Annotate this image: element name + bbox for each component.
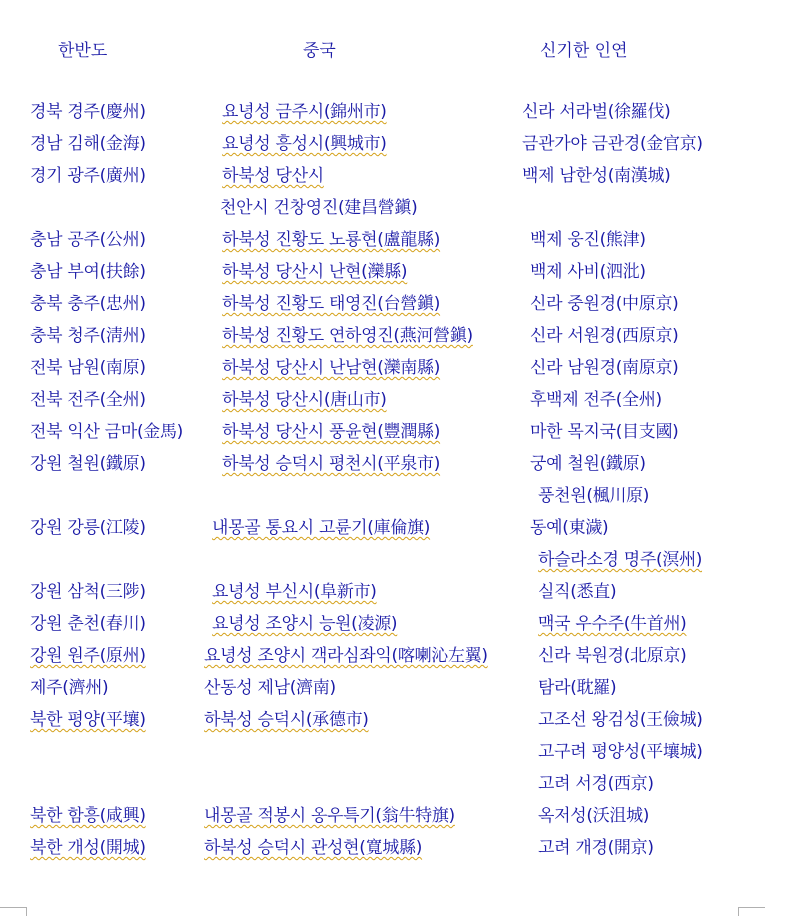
china-place: 요녕성 부신시(阜新市): [212, 582, 377, 602]
table-row: [0, 320, 789, 352]
china-place: 하북성 진황도 연하영진(燕河營鎭): [222, 326, 473, 346]
history-link: 마한 목지국(目支國): [530, 422, 679, 442]
table-row: [0, 256, 789, 288]
korea-place: 북한 함흥(咸興): [30, 806, 146, 826]
history-link: 백제 사비(泗沘): [530, 262, 646, 282]
table-row: [0, 160, 789, 192]
table-row: [0, 512, 789, 544]
history-link: 신라 서원경(西原京): [530, 326, 679, 346]
china-place: 하북성 진황도 노룡현(盧龍縣): [222, 230, 441, 250]
history-link: 금관가야 금관경(金官京): [522, 134, 703, 154]
history-link: 동예(東濊): [530, 518, 609, 538]
history-link: 백제 웅진(熊津): [530, 230, 646, 250]
china-place: 하북성 당산시: [222, 166, 324, 186]
china-place: 내몽골 통요시 고륜기(庫倫旗): [212, 518, 431, 538]
china-place: 하북성 승덕시 관성현(寬城縣): [204, 838, 423, 858]
table-row: [0, 608, 789, 640]
header-korean-peninsula: 한반도: [58, 41, 108, 61]
table-row: [0, 480, 789, 512]
history-link: 하슬라소경 명주(溟州): [538, 550, 703, 570]
china-place: 하북성 당산시 난현(灤縣): [222, 262, 408, 282]
history-link: 백제 남한성(南漢城): [522, 166, 671, 186]
history-link: 신라 남원경(南原京): [530, 358, 679, 378]
china-place: 하북성 승덕시(承德市): [204, 710, 369, 730]
table-row: [0, 288, 789, 320]
history-link: 신라 북원경(北原京): [538, 646, 687, 666]
korea-place: 충북 청주(淸州): [30, 326, 146, 346]
korea-place: 강원 삼척(三陟): [30, 582, 146, 602]
korea-place: 전북 익산 금마(金馬): [30, 422, 184, 442]
table-row: [0, 192, 789, 224]
korea-place: 강원 춘천(春川): [30, 614, 146, 634]
china-place: 하북성 당산시 난남현(灤南縣): [222, 358, 441, 378]
table-row: [0, 576, 789, 608]
korea-place: 경남 김해(金海): [30, 134, 146, 154]
history-link: 풍천원(楓川原): [538, 486, 650, 506]
history-link: 실직(悉直): [538, 582, 617, 602]
korea-place: 전북 남원(南原): [30, 358, 146, 378]
header-china: 중국: [303, 41, 336, 61]
korea-place: 경북 경주(慶州): [30, 102, 146, 122]
table-row: [0, 672, 789, 704]
table-row: [0, 352, 789, 384]
history-link: 고려 개경(開京): [538, 838, 654, 858]
history-link: 옥저성(沃沮城): [538, 806, 650, 826]
place-table: [0, 96, 789, 864]
china-place: 요녕성 금주시(錦州市): [222, 102, 387, 122]
history-link: 궁예 철원(鐵原): [530, 454, 646, 474]
china-place: 산동성 제남(濟南): [204, 678, 336, 698]
korea-place: 전북 전주(全州): [30, 390, 146, 410]
history-link: 맥국 우수주(牛首州): [538, 614, 687, 634]
china-place: 하북성 당산시 풍윤현(豐潤縣): [222, 422, 441, 442]
history-link: 신라 중원경(中原京): [530, 294, 679, 314]
table-row: [0, 96, 789, 128]
header-mysterious-connection: 신기한 인연: [540, 41, 628, 61]
table-row: [0, 416, 789, 448]
table-row: [0, 384, 789, 416]
history-link: 탐라(耽羅): [538, 678, 617, 698]
history-link: 신라 서라벌(徐羅伐): [522, 102, 671, 122]
page-corner-mark-right: [738, 907, 765, 916]
table-row: [0, 800, 789, 832]
page-corner-mark-left: [0, 907, 27, 916]
history-link: 고조선 왕검성(王儉城): [538, 710, 703, 730]
history-link: 고려 서경(西京): [538, 774, 654, 794]
korea-place: 경기 광주(廣州): [30, 166, 146, 186]
china-place: 하북성 승덕시 평천시(平泉市): [222, 454, 441, 474]
china-place: 하북성 진황도 태영진(台營鎭): [222, 294, 441, 314]
table-row: [0, 832, 789, 864]
china-place: 요녕성 조양시 객라심좌익(喀喇沁左翼): [204, 646, 488, 666]
korea-place: 제주(濟州): [30, 678, 109, 698]
korea-place: 강원 철원(鐵原): [30, 454, 146, 474]
table-row: [0, 768, 789, 800]
korea-place: 강원 원주(原州): [30, 646, 146, 666]
china-place: 내몽골 적봉시 옹우특기(翁牛特旗): [204, 806, 455, 826]
history-link: 고구려 평양성(平壤城): [538, 742, 703, 762]
table-row: [0, 704, 789, 736]
china-place: 요녕성 흥성시(興城市): [222, 134, 387, 154]
history-link: 후백제 전주(全州): [530, 390, 662, 410]
korea-place: 충남 공주(公州): [30, 230, 146, 250]
china-place: 하북성 당산시(唐山市): [222, 390, 387, 410]
korea-place: 북한 평양(平壤): [30, 710, 146, 730]
table-row: [0, 448, 789, 480]
table-row: [0, 128, 789, 160]
china-place: 요녕성 조양시 능원(凌源): [212, 614, 398, 634]
korea-place: 충남 부여(扶餘): [30, 262, 146, 282]
table-row: [0, 640, 789, 672]
korea-place: 북한 개성(開城): [30, 838, 146, 858]
table-row: [0, 224, 789, 256]
table-row: [0, 544, 789, 576]
china-place: 천안시 건창영진(建昌營鎭): [220, 198, 418, 218]
table-row: [0, 736, 789, 768]
korea-place: 충북 충주(忠州): [30, 294, 146, 314]
korea-place: 강원 강릉(江陵): [30, 518, 146, 538]
